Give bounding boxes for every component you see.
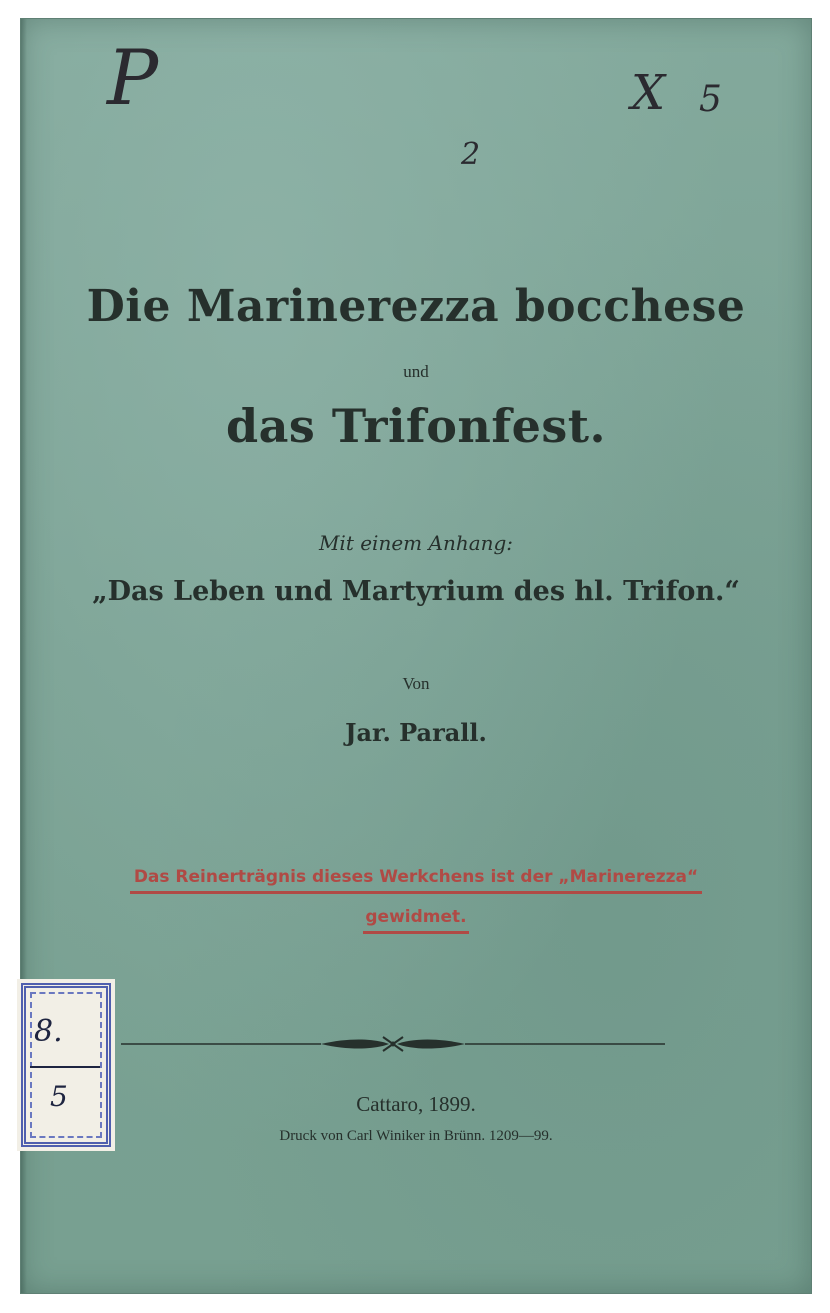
shelf-number-2: 5 [50,1080,68,1113]
title-line-2: das Trifonfest. [225,399,607,453]
dedication-line-1 [21,867,811,894]
title-line-1: Die Marinerezza bocchese [86,281,746,332]
handwritten-x: X [631,65,666,121]
byline: Von [402,674,430,693]
dedication-line-2 [21,907,811,934]
subtitle-work: „Das Leben und Martyrium des hl. Trifon.“ [92,576,740,607]
author-name: Jar. Parall. [345,718,487,747]
subtitle-intro: Mit einem Anhang: [318,531,514,555]
dedication-line-2-text: gewidmet. [363,907,468,934]
book-cover [20,18,812,1294]
shelf-number-1: 8. [34,1014,63,1049]
ornamental-rule [121,1033,665,1055]
shelf-label-divider [30,1066,100,1068]
shelf-label [21,983,111,1147]
handwritten-p: P [107,33,159,122]
title-connector: und [403,362,429,381]
printer-line: Druck von Carl Winiker in Brünn. 1209—99. [279,1128,553,1144]
handwritten-5: 5 [699,79,722,120]
dedication-line-1-text: Das Reinerträgnis dieses Werkchens ist der „Marinerezza“ [130,867,702,894]
publication-place-year: Cattaro, 1899. [356,1092,476,1116]
handwritten-2: 2 [461,137,481,172]
